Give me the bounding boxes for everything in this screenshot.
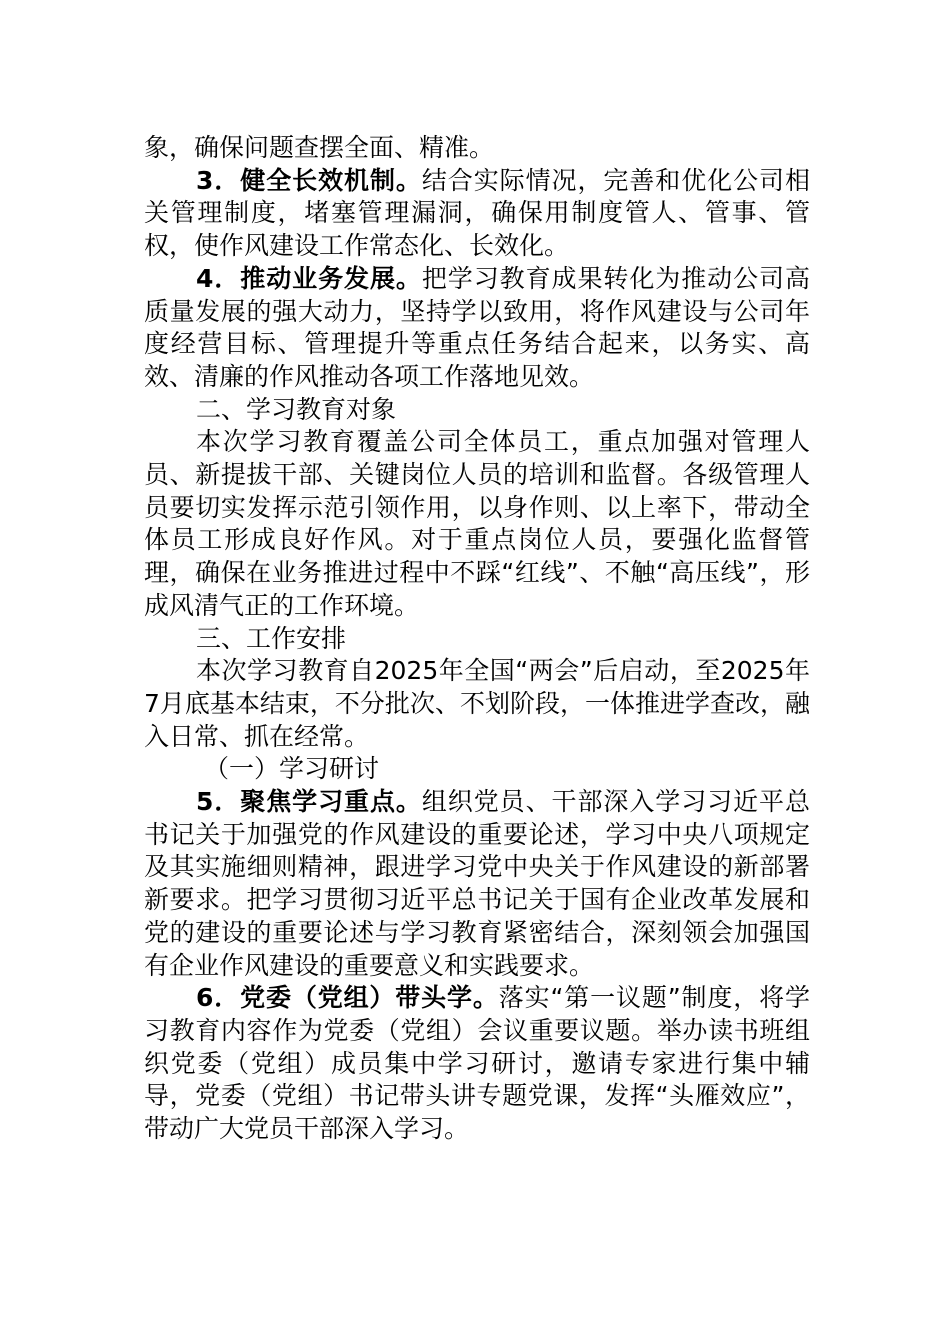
item-heading: 5．聚焦学习重点。 <box>196 787 422 817</box>
paragraph-text: 落实“第一议题”制度，将学习教育内容作为党委（党组）会议重要议题。举办读书班组织党委（党组）成员集中学习研讨，邀请专家进行集中辅导，党委（党组）书记带头讲专题党课，发挥“头雁效应”，带动广大党员干部深入学习。 <box>144 983 810 1144</box>
paragraph-schedule <box>144 655 810 753</box>
paragraph-continuation <box>144 132 810 165</box>
paragraph-item-4 <box>144 263 810 394</box>
paragraph-item-6 <box>144 982 810 1146</box>
paragraph-text: 结合实际情况，完善和优化公司相关管理制度，堵塞管理漏洞，确保用制度管人、管事、管权，使作风建设工作常态化、长效化。 <box>144 165 810 261</box>
paragraph-item-5 <box>144 786 810 982</box>
paragraph-text: 象，确保问题查摆全面、精准。 <box>144 133 495 162</box>
paragraph-text: 本次学习教育覆盖公司全体员工，重点加强对管理人员、新提拔干部、关键岗位人员的培训和监督。各级管理人员要切实发挥示范引领作用，以身作则、以上率下，带动全体员工形成良好作风。对于重点岗位人员，要强化监督管理，确保在业务推进过程中不踩“红线”、不触“高压线”，形成风清气正的工作环境。 <box>144 427 810 620</box>
subsection-heading-text: （一）学习研讨 <box>204 754 380 784</box>
section-heading-3 <box>144 623 810 656</box>
item-heading: 6．党委（党组）带头学。 <box>196 983 499 1013</box>
subsection-heading-1 <box>144 753 810 786</box>
item-heading: 3．健全长效机制。 <box>196 165 422 195</box>
paragraph-text: 组织党员、干部深入学习习近平总书记关于加强党的作风建设的重要论述，学习中央八项规定及其实施细则精神，跟进学习党中央关于作风建设的新部署新要求。把学习贯彻习近平总书记关于国有企业改革发展和党的建设的重要论述与学习教育紧密结合，深刻领会加强国有企业作风建设的重要意义和实践要求。 <box>144 787 810 980</box>
paragraph-text: 把学习教育成果转化为推动公司高质量发展的强大动力，坚持学以致用，将作风建设与公司年度经营目标、管理提升等重点任务结合起来，以务实、高效、清廉的作风推动各项工作落地见效。 <box>144 263 810 391</box>
paragraph-audience <box>144 426 810 622</box>
section-heading-text: 三、工作安排 <box>196 623 347 653</box>
item-heading: 4．推动业务发展。 <box>196 263 422 293</box>
section-heading-text: 二、学习教育对象 <box>196 394 397 424</box>
document-body <box>144 132 810 1146</box>
paragraph-item-3 <box>144 165 810 263</box>
section-heading-2 <box>144 394 810 427</box>
paragraph-text: 本次学习教育自2025年全国“两会”后启动，至2025年7月底基本结束，不分批次、不划阶段，一体推进学查改，融入日常、抓在经常。 <box>144 656 810 751</box>
